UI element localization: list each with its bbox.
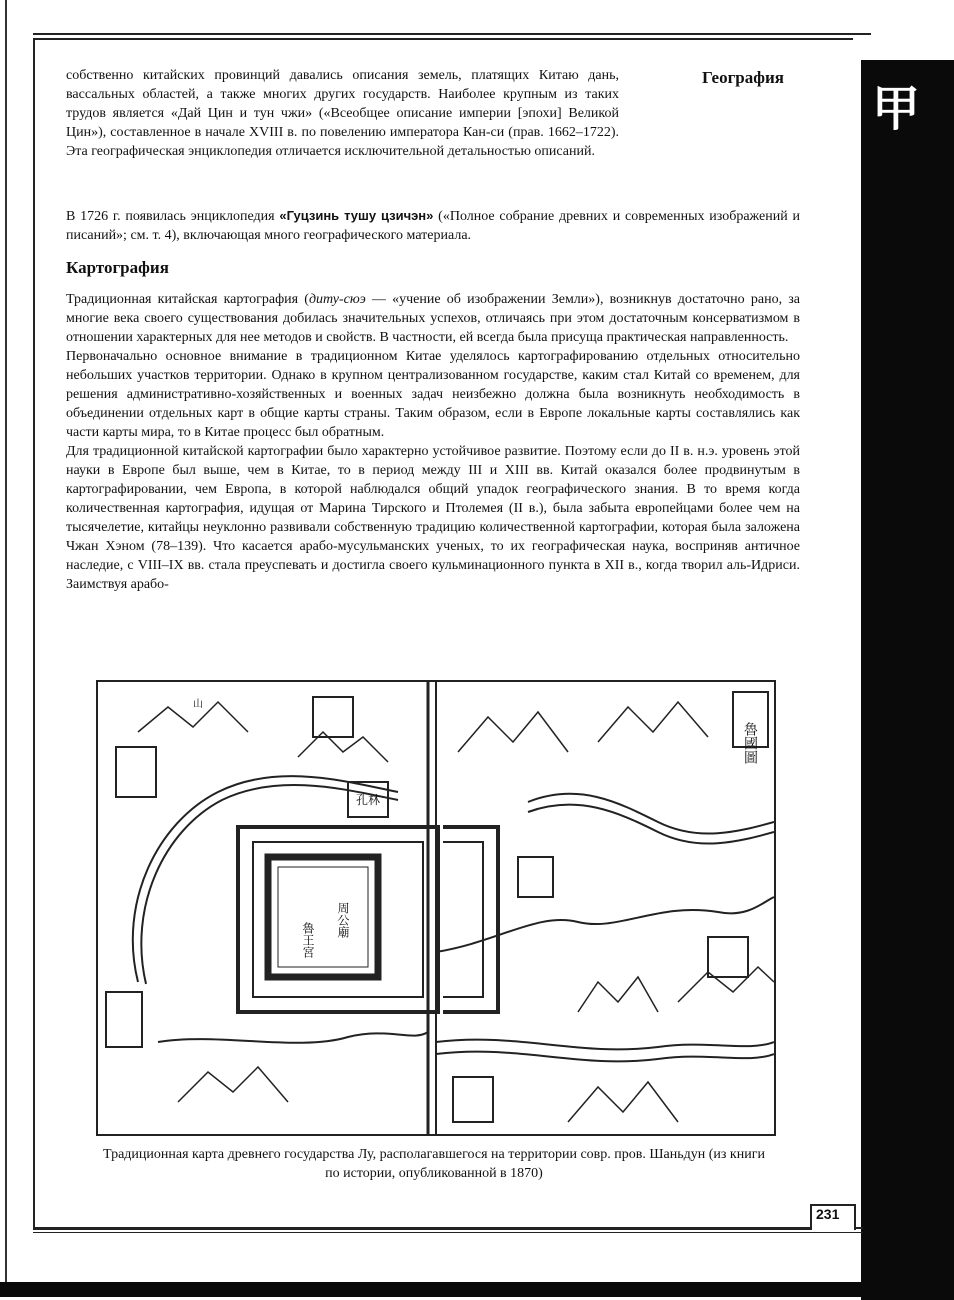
chapter-glyph: 甲 (871, 81, 921, 135)
cartography-paragraph-2: Первоначально основное внимание в традиционном Китае уделялось картографированию отдельных относительно небольших участков территории. Однако в крупном централизованном государстве, каким стал Китай со временем, для решения административно-хозяйственных и военных задач неизбежно должна была возникнуть необходимость в объединении отдельных карт в общие карты страны. Таким образом, если в Европе локальные карты составлялись как части карты мира, то в Китае процесс был обратным. (66, 349, 800, 440)
cartography-heading: Картография (66, 258, 169, 277)
scan-edge-line (5, 0, 7, 1297)
scan-bottom-band (0, 1282, 954, 1297)
cartography-body (66, 290, 800, 594)
intro-paragraph: собственно китайских провинций давались описания земель, платящих Китаю дань, вассальных областей, а также многих других государств. Наиболее крупным из таких трудов является «Дай Цин и тун чжи» («Всеобщее описание империи [эпохи] Великой Цин»), составленное в начале XVIII в. по повелению императора Кан-си (прав. 1662–1722). Эта географическая энциклопедия отличается исключительной детальностью описаний. (66, 68, 619, 159)
side-tab-bar (861, 60, 954, 1300)
map-label-mountain: 山 (193, 699, 203, 710)
paragraph-1726: В 1726 г. появилась энциклопедия «Гуцзинь тушу цзичэн» («Полное собрание древних и современных изображений и писаний»; см. т. 4), включающая много географического материала. (66, 208, 801, 243)
map-label-temple: 周公廟 (336, 902, 350, 938)
lu-state-map (98, 682, 774, 1134)
cartography-paragraph-1: Традиционная китайская картография (диту-сюэ — «учение об изображении Земли»), возникнув достаточно рано, за многие века своего существования добилась значительных успехов, отличаясь при этом достаточным консерватизмом в отношении характерных для нее методов и свойств. В частности, ей всегда была присуща практическая направленность. (66, 292, 801, 345)
section-title: География (702, 68, 784, 87)
map-label-forest: 孔林 (355, 793, 381, 807)
frame-top-rule (33, 33, 871, 35)
page-number: 231 (816, 1206, 840, 1222)
map-title: 魯國圖 (742, 722, 758, 764)
map-label-palace: 魯王宮 (301, 922, 315, 958)
chapter-glyph-icon (866, 75, 926, 135)
map-figure (96, 680, 776, 1136)
bottom-rule (33, 1227, 863, 1229)
bottom-rule-thin (33, 1232, 863, 1233)
figure-caption: Традиционная карта древнего государства Лу, располагавшегося на территории совр. пров. Шаньдун (из книги по истории, опубликованной в 1870) (103, 1147, 765, 1181)
cartography-paragraph-3: Для традиционной китайской картографии было характерно устойчивое развитие. Поэтому если до II в. н.э. уровень этой науки в Европе был выше, чем в Китае, то в период между III и XIII вв. Китай оказался более продвинутым в картографировании, чем Европа, в которой наблюдался общий упадок географического знания. В то время когда количественная картография, идущая от Марина Тирского и Птолемея (II в.), была забыта европейцами более чем на тысячелетие, китайцы неуклонно развивали собственную традицию количественной картографии, которая была заложена Чжан Хэном (78–139). Что касается арабо-мусульманских ученых, то их географическая наука, восприняв античное наследие, с VIII–IX вв. стала преуспевать и достигла своего кульминационного пункта в XII в., когда творил аль-Идриси. Заимствуя арабо- (66, 444, 800, 592)
